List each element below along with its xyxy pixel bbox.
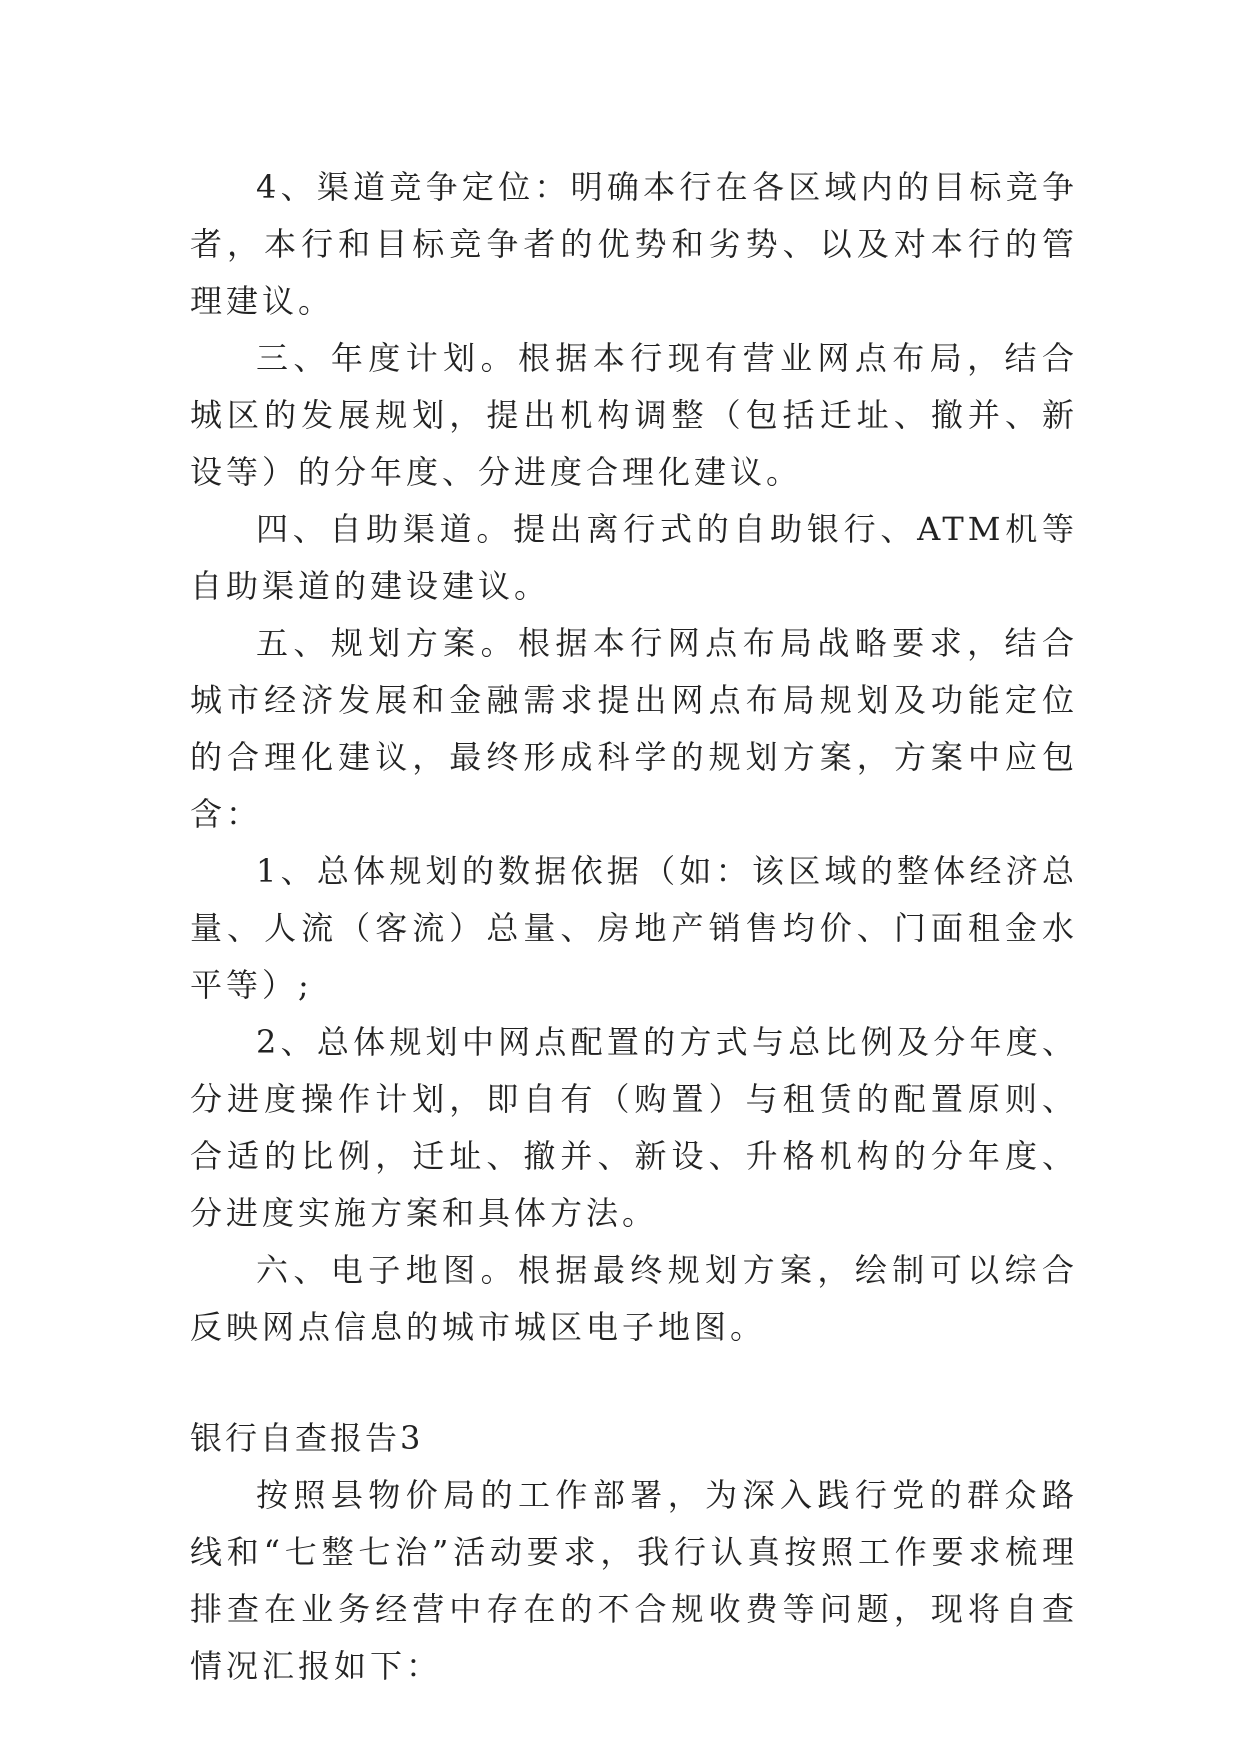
paragraph-channel-competition: 4、渠道竞争定位：明确本行在各区域内的目标竞争者，本行和目标竞争者的优势和劣势、以及对本行的管理建议。 bbox=[190, 168, 1078, 320]
paragraph-allocation-method: 2、总体规划中网点配置的方式与总比例及分年度、分进度操作计划，即自有（购置）与租赁的配置原则、合适的比例，迁址、撤并、新设、升格机构的分年度、分进度实施方案和具体方法。 bbox=[190, 1023, 1078, 1232]
document-body bbox=[190, 159, 1078, 1695]
section-heading: 银行自查报告3 bbox=[190, 1419, 424, 1457]
paragraph-self-inspection-intro: 按照县物价局的工作部署，为深入践行党的群众路线和“七整七治”活动要求，我行认真按照工作要求梳理排查在业务经营中存在的不合规收费等问题，现将自查情况汇报如下： bbox=[190, 1476, 1078, 1685]
paragraph-planning-scheme: 五、规划方案。根据本行网点布局战略要求，结合城市经济发展和金融需求提出网点布局规划及功能定位的合理化建议，最终形成科学的规划方案，方案中应包含： bbox=[190, 624, 1078, 833]
paragraph-annual-plan: 三、年度计划。根据本行现有营业网点布局，结合城区的发展规划，提出机构调整（包括迁址、撤并、新设等）的分年度、分进度合理化建议。 bbox=[190, 339, 1078, 491]
paragraph-self-service-channel: 四、自助渠道。提出离行式的自助银行、ATM机等自助渠道的建设建议。 bbox=[190, 510, 1078, 605]
paragraph-electronic-map: 六、电子地图。根据最终规划方案，绘制可以综合反映网点信息的城市城区电子地图。 bbox=[190, 1251, 1078, 1346]
paragraph-data-basis: 1、总体规划的数据依据（如：该区域的整体经济总量、人流（客流）总量、房地产销售均价、门面租金水平等）; bbox=[190, 852, 1078, 1004]
